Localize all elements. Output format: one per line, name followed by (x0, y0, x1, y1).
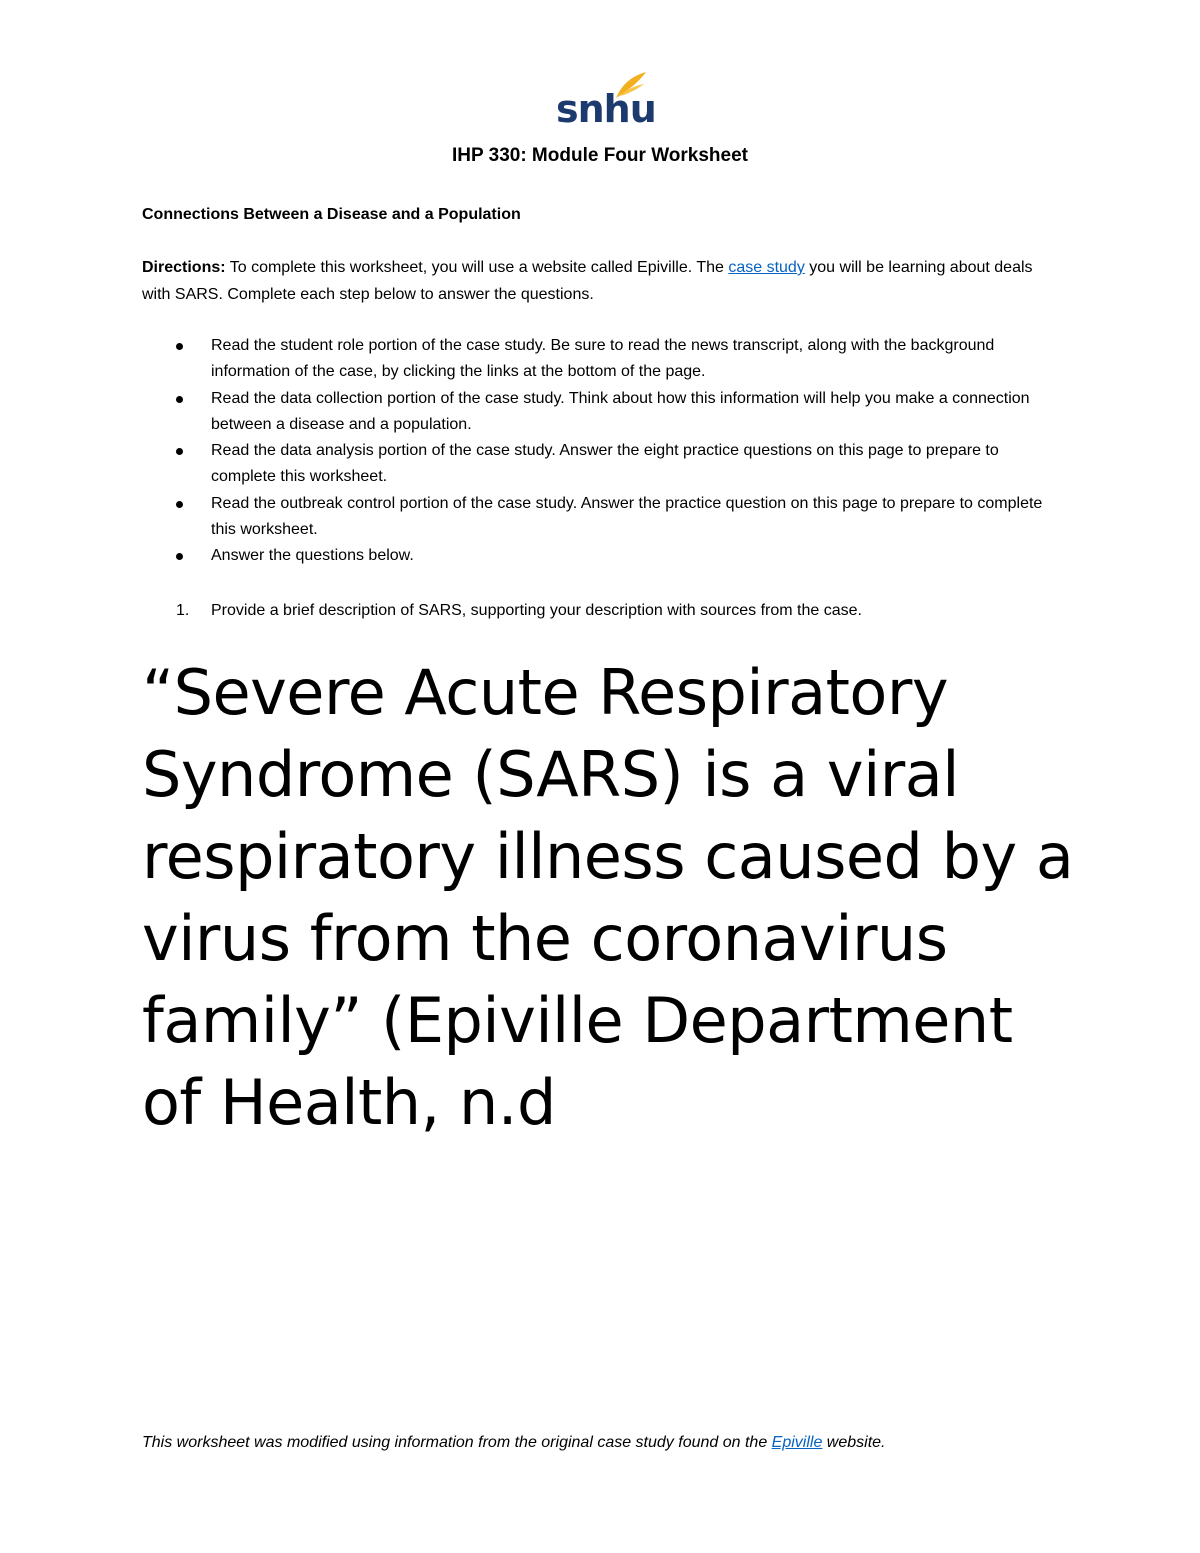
list-item-text: Read the outbreak control portion of the case study. Answer the practice question on this page to prepare to complete this worksheet. (211, 494, 1043, 539)
footer-text-2: website. (822, 1434, 886, 1451)
bullet-icon (176, 553, 183, 560)
answer-1-text: “Severe Acute Respiratory Syndrome (SARS) is a viral respiratory illness caused by a virus from the coronavirus family” (Epiville Department of Health, n.d (142, 656, 1074, 1139)
question-number: 1. (176, 602, 190, 619)
bullet-icon (176, 501, 183, 508)
list-item-text: Read the student role portion of the case study. Be sure to read the news transcript, along with the background information of the case, by clicking the links at the bottom of the page. (211, 337, 995, 381)
list-item (142, 386, 1062, 439)
bullet-icon (176, 396, 183, 403)
list-item (142, 543, 1062, 569)
instruction-list (142, 333, 1062, 570)
list-item-text: Answer the questions below. (211, 547, 414, 565)
epiville-link[interactable]: Epiville (771, 1434, 823, 1451)
footer-note (142, 1428, 1042, 1457)
section-heading: Connections Between a Disease and a Population (142, 206, 521, 223)
question-text: Provide a brief description of SARS, supporting your description with sources from the case. (211, 602, 862, 619)
bullet-icon (176, 343, 183, 350)
list-item-text: Read the data analysis portion of the case study. Answer the eight practice questions on this page to prepare to complete this worksheet. (211, 442, 999, 486)
list-item (142, 333, 1062, 386)
footer-text-1: This worksheet was modified using information from the original case study found on the (142, 1434, 772, 1451)
logo-wordmark: snhu (556, 87, 656, 131)
document-title: IHP 330: Module Four Worksheet (452, 145, 748, 166)
bullet-icon (176, 448, 183, 455)
case-study-link[interactable]: case study (728, 259, 805, 276)
snhu-logo (548, 70, 656, 134)
directions-paragraph (142, 254, 1062, 308)
list-item-text: Read the data collection portion of the case study. Think about how this information will help you make a connection between a disease and a population. (211, 389, 1030, 433)
list-item (142, 491, 1062, 544)
directions-text-1: To complete this worksheet, you will use a website called Epiville. The (225, 259, 729, 276)
directions-label: Directions: (142, 259, 226, 276)
list-item (142, 438, 1062, 491)
directions-text-2: you will be learning about deals with SARS. Complete each step below to answer the questions. (142, 259, 1033, 303)
